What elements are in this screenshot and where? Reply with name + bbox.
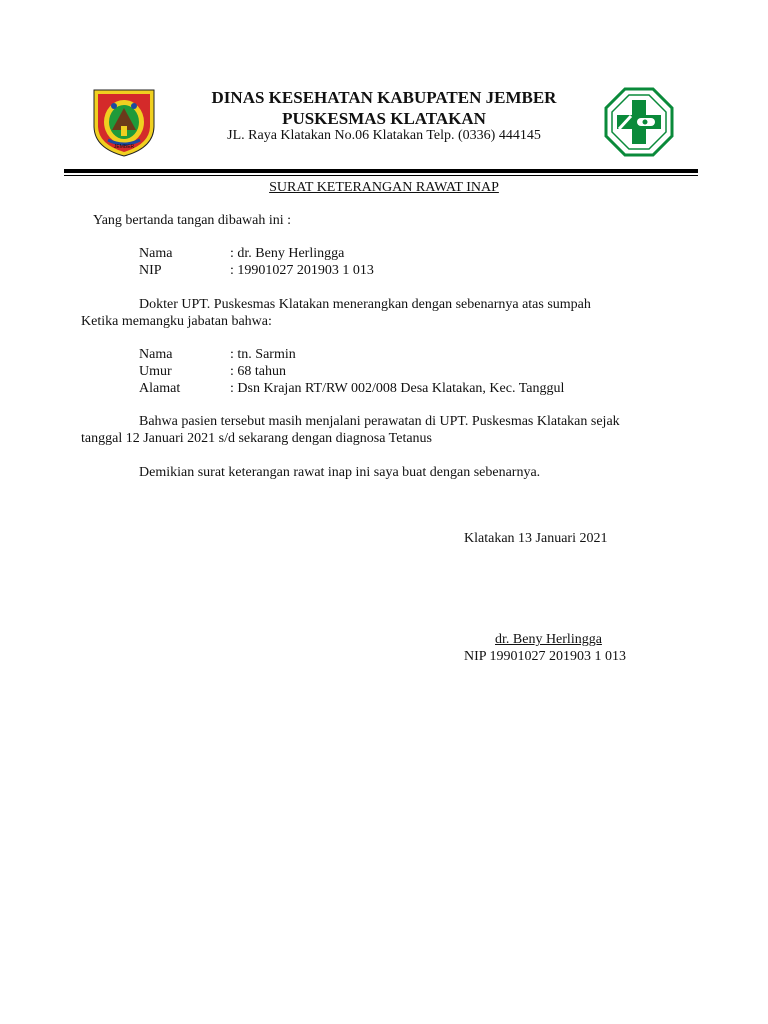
emblem-text: JEMBER bbox=[113, 144, 135, 150]
patient-address-value: : Dsn Krajan RT/RW 002/008 Desa Klatakan, Kec. Tanggul bbox=[230, 381, 565, 396]
letter-title: SURAT KETERANGAN RAWAT INAP bbox=[269, 180, 499, 195]
statement-line-1: Dokter UPT. Puskesmas Klatakan menerangkan dengan sebenarnya atas sumpah bbox=[139, 297, 591, 312]
closing-text: Demikian surat keterangan rawat inap ini saya buat dengan sebenarnya. bbox=[139, 465, 541, 480]
signer-nip-value: : 19901027 201903 1 013 bbox=[230, 263, 374, 278]
agency-title: DINAS KESEHATAN KABUPATEN JEMBER bbox=[211, 88, 557, 107]
patient-name-value: : tn. Sarmin bbox=[230, 347, 296, 362]
intro-text: Yang bertanda tangan dibawah ini : bbox=[93, 213, 292, 228]
header-rule-thin bbox=[64, 175, 698, 176]
care-line-1: Bahwa pasien tersebut masih menjalani perawatan di UPT. Puskesmas Klatakan sejak bbox=[139, 414, 620, 429]
patient-name-label: Nama bbox=[139, 347, 173, 362]
signer-name-label: Nama bbox=[139, 246, 173, 261]
care-line-2: tanggal 12 Januari 2021 s/d sekarang dengan diagnosa Tetanus bbox=[81, 431, 433, 446]
patient-address-label: Alamat bbox=[139, 381, 181, 396]
patient-age-label: Umur bbox=[139, 364, 172, 379]
place-date: Klatakan 13 Januari 2021 bbox=[464, 531, 608, 546]
puskesmas-title: PUSKESMAS KLATAKAN bbox=[282, 109, 486, 128]
header-address: JL. Raya Klatakan No.06 Klatakan Telp. (0336) 444145 bbox=[227, 128, 541, 143]
statement-line-2: Ketika memangku jabatan bahwa: bbox=[81, 314, 272, 329]
signer-nip-label: NIP bbox=[139, 263, 162, 278]
signer-name-value: : dr. Beny Herlingga bbox=[230, 246, 345, 261]
signature-nip: NIP 19901027 201903 1 013 bbox=[464, 649, 627, 664]
signature-name: dr. Beny Herlingga bbox=[495, 632, 602, 647]
patient-age-value: : 68 tahun bbox=[230, 364, 286, 379]
puskesmas-logo bbox=[603, 86, 675, 158]
header-rule-thick bbox=[64, 169, 698, 173]
jember-emblem-logo bbox=[90, 86, 158, 158]
